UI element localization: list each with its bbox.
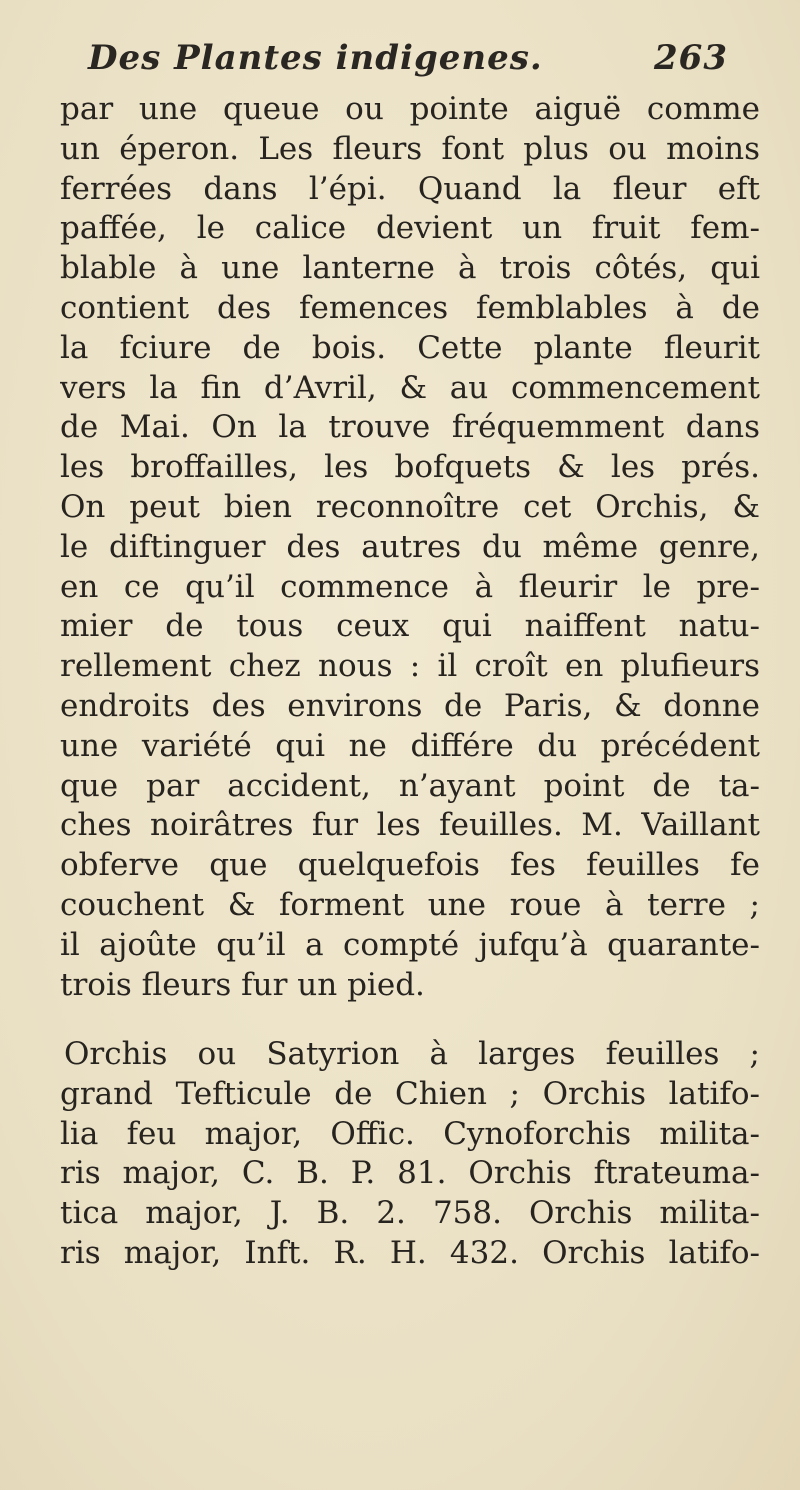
text-line: les broffailles, les bofquets & les prés. [60,449,760,486]
text-line: obferve que quelquefois fes feuilles fe [60,847,760,884]
page-number: 263 [654,38,728,78]
text-line: rellement chez nous : il croît en plufieurs [60,648,760,685]
text-line: endroits des environs de Paris, & donne [60,687,760,724]
text-line: ferrées dans l’épi. Quand la fleur eft [60,170,760,207]
text-line: ris major, Inft. R. H. 432. Orchis latifo- [60,1234,760,1271]
text-line: tica major, J. B. 2. 758. Orchis milita- [60,1195,760,1232]
text-line: par une queue ou pointe aiguë comme [60,91,760,127]
running-head-title: Des Plantes indigenes. [88,38,543,78]
text-line: Orchis ou Satyrion à larges feuilles ; [64,1036,760,1072]
running-head [88,38,728,90]
text-line: couchent & forment une roue à terre ; [60,886,760,923]
text-line: grand Tefticule de Chien ; Orchis latifo- [60,1075,760,1112]
text-line: un éperon. Les fleurs font plus ou moins [60,130,760,167]
text-line: que par accident, n’ayant point de ta- [60,767,760,804]
paragraph-1 [60,90,760,1005]
text-line: vers la fin d’Avril, & au commencement [60,369,760,406]
text-line: de Mai. On la trouve fréquemment dans [60,409,760,446]
text-line: mier de tous ceux qui naiffent natu- [60,608,760,645]
paragraph-2 [60,1035,760,1274]
text-line: le diftinguer des autres du même genre, [60,528,760,565]
text-line: lia feu major, Offic. Cynoforchis milita- [60,1115,760,1152]
text-line: trois fleurs fur un pied. [60,966,425,1003]
text-line: paffée, le calice devient un fruit fem- [60,210,760,247]
text-line: ris major, C. B. P. 81. Orchis ftrateuma- [60,1155,760,1192]
text-line: la fciure de bois. Cette plante fleurit [60,329,760,366]
text-line: blable à une lanterne à trois côtés, qui [60,250,760,287]
text-line: contient des femences femblables à de [60,289,760,326]
text-line: en ce qu’il commence à fleurir le pre- [60,568,760,605]
text-line: une variété qui ne différe du précédent [60,727,760,764]
text-line: ches noirâtres fur les feuilles. M. Vaillant [60,807,760,844]
text-line: il ajoûte qu’il a compté jufqu’à quarante- [60,926,760,963]
text-line: On peut bien reconnoître cet Orchis, & [60,488,760,525]
